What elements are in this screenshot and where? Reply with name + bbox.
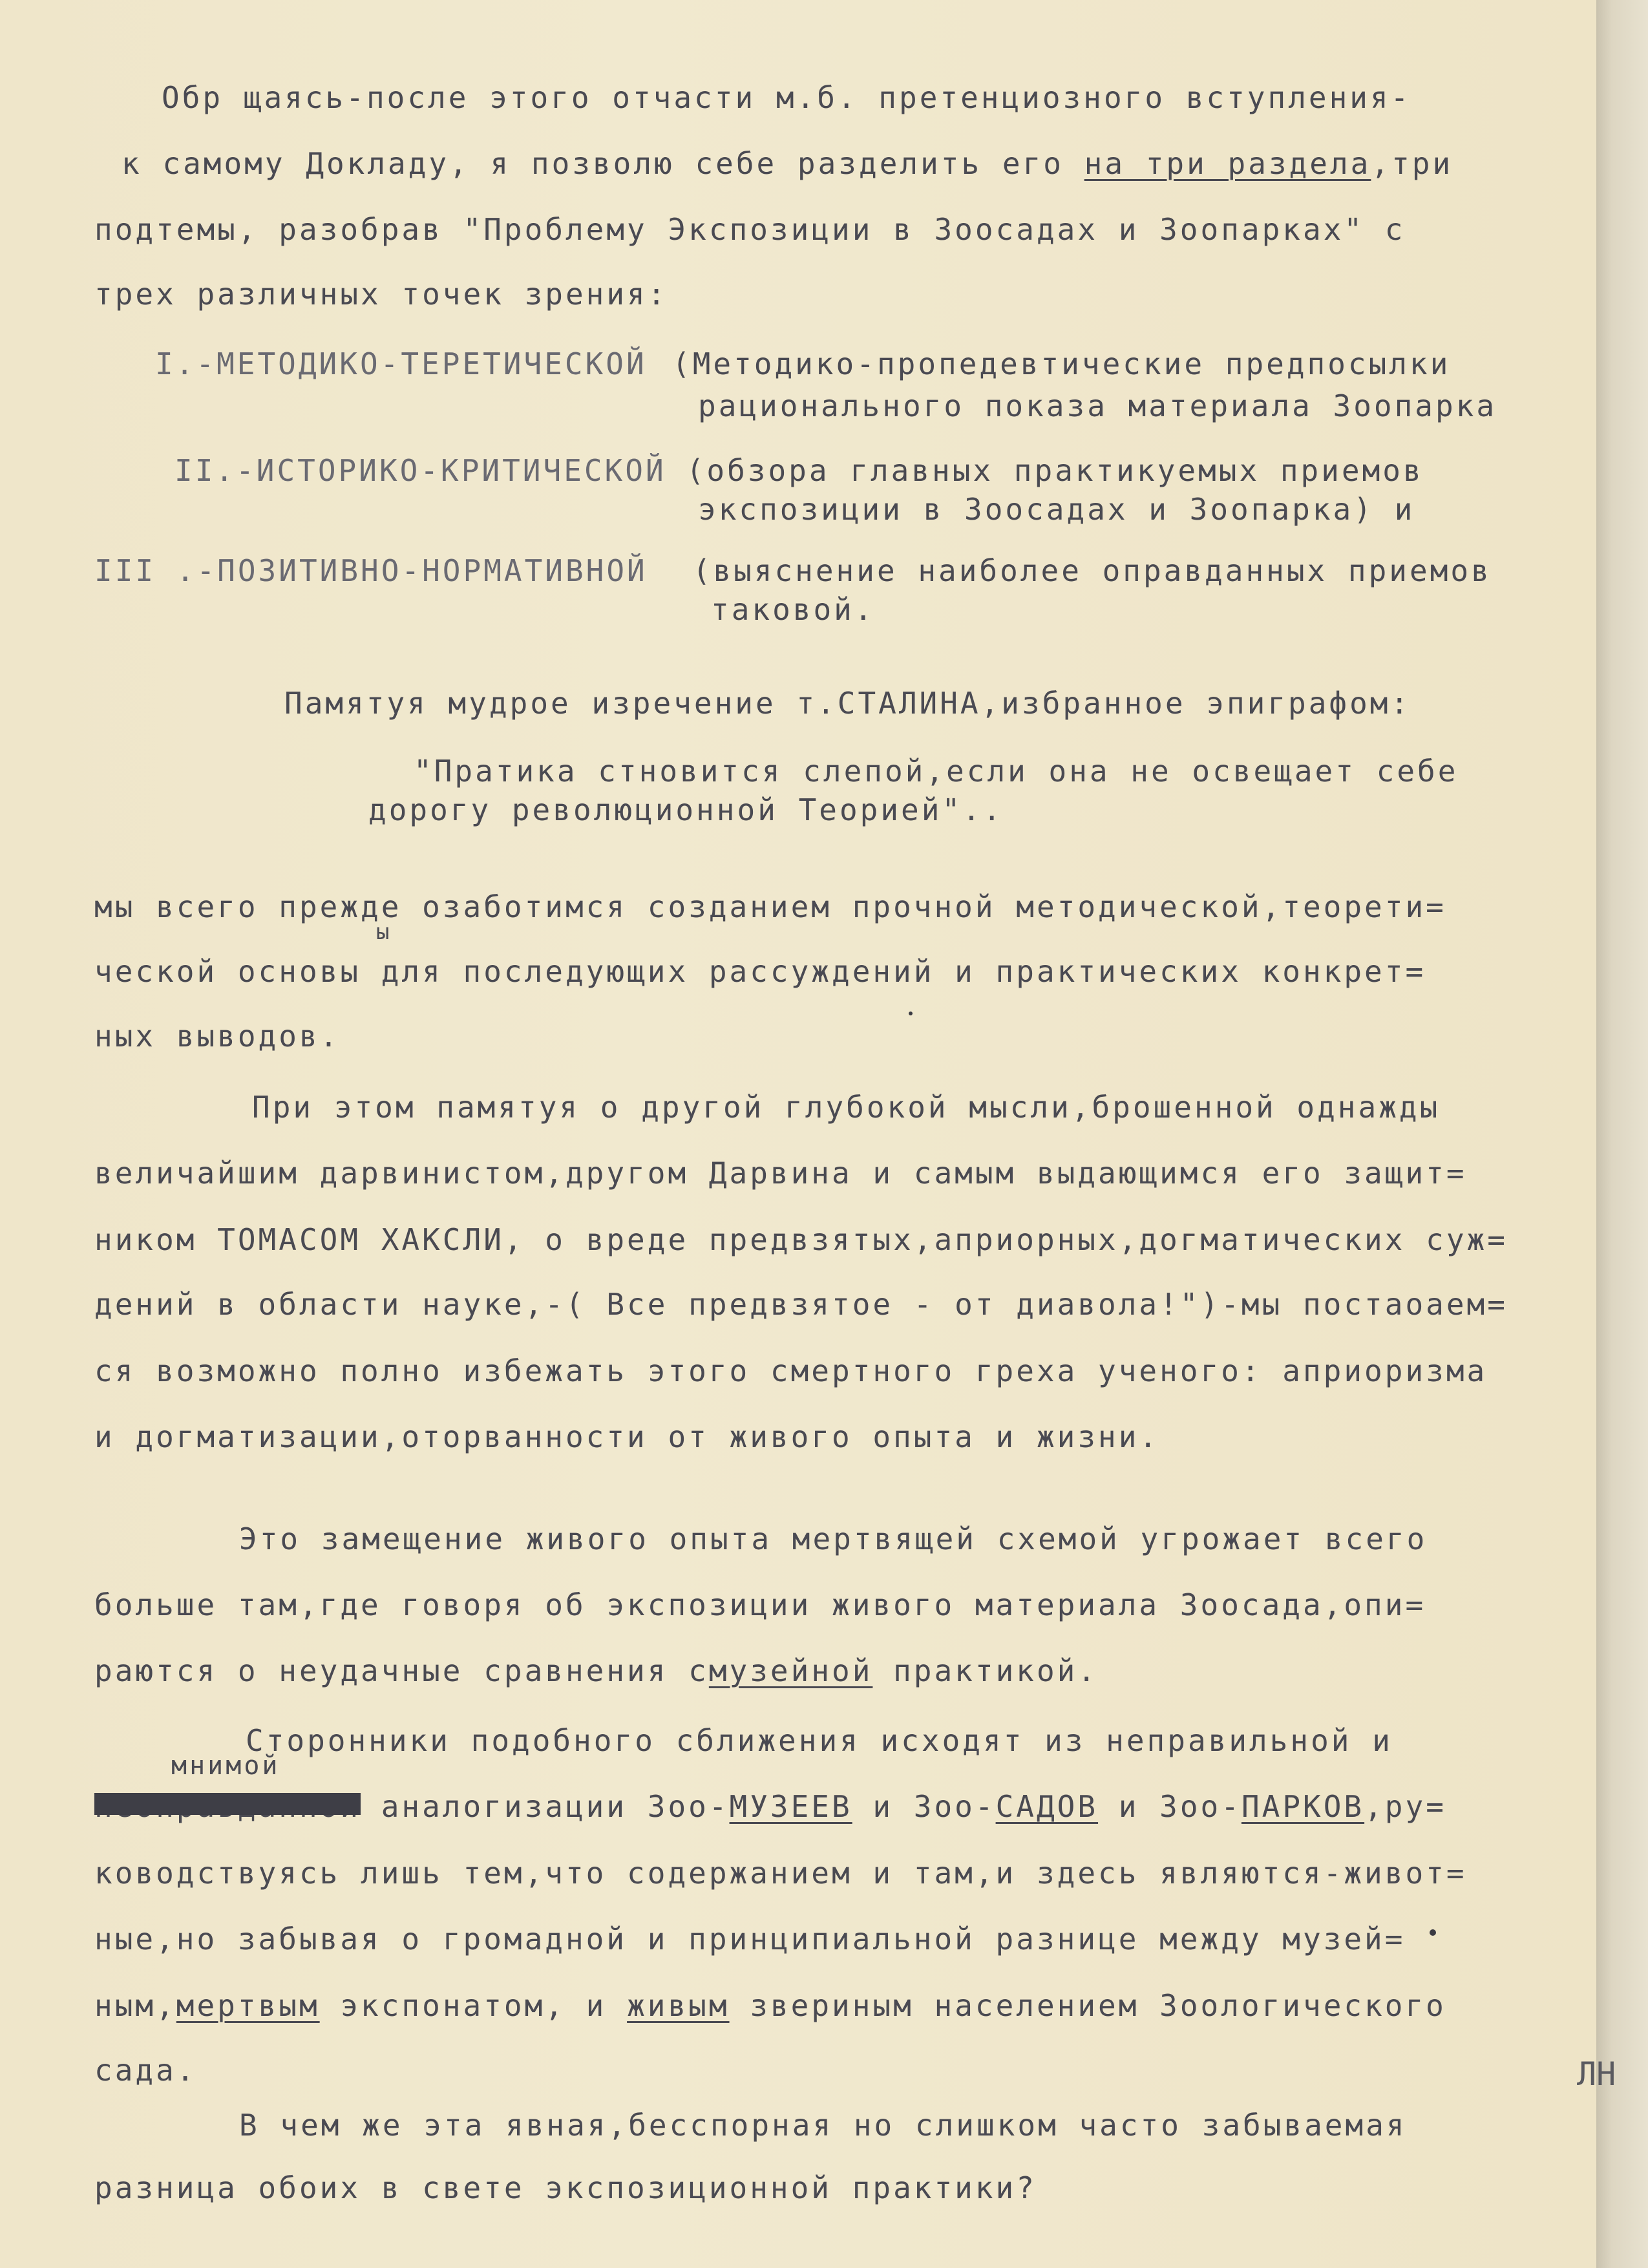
list-item-label: I.-МЕТОДИКО-ТЕРЕТИЧЕСКОЙ [155, 346, 647, 381]
text-segment: ,три [1371, 146, 1453, 181]
epigraph-quote: "Пратика стновится слепой,если она не освещает себе [414, 754, 1459, 789]
text-line [121, 146, 1453, 181]
epigraph-intro: Памятуя мудрое изречение т.СТАЛИНА,избранное эпиграфом: [284, 686, 1411, 721]
list-item-desc: (обзора главных практикуемых приемов [666, 453, 1424, 488]
text-segment: и Зоо- [1098, 1789, 1241, 1824]
text-segment: звериным населением Зоологического [729, 1988, 1446, 2023]
text-line: ные,но забывая о громадной и принципиальной разнице между музей= [94, 1922, 1406, 1956]
text-line: сада. [94, 2053, 197, 2088]
text-segment: экспонатом, и [319, 1988, 628, 2023]
list-item-desc: (выяснение наиболее оправданных приемов [672, 553, 1492, 588]
text-line: Обр щаясь-после этого отчасти м.б. претенциозного вступления- [162, 80, 1411, 115]
underlined-text: живым [627, 1988, 730, 2023]
text-segment: ным, [94, 1988, 176, 2023]
list-item-desc: (Методико-пропедевтические предпосылки [672, 346, 1451, 381]
text-segment: ,ру= [1364, 1789, 1446, 1824]
struck-word [94, 1789, 361, 1824]
underlined-text: МУЗЕЕВ [729, 1789, 852, 1824]
underlined-text: ПАРКОВ [1241, 1789, 1365, 1824]
text-segment: аналогизации Зоо- [361, 1789, 730, 1824]
text-segment: разделить его [797, 146, 1084, 181]
text-line: величайшим дарвинистом,другом Дарвина и самым выдающимся его защит= [94, 1156, 1467, 1191]
text-line: ководствуясь лишь тем,что содержанием и там,и здесь являются-живот= [94, 1856, 1467, 1891]
text-line: ческой основы для последующих рассуждений и практических конкрет= [94, 954, 1426, 989]
text-line: и догматизации,оторванности от живого опыта и жизни. [94, 1419, 1160, 1454]
text-line: больше там,где говоря об экспозиции живого материала Зоосада,опи= [94, 1587, 1426, 1622]
text-line: ных выводов. [94, 1019, 341, 1054]
underlined-text: мертвым [176, 1988, 320, 2023]
text-line: Сторонники подобного сближения исходят из неправильной и [246, 1723, 1393, 1758]
text-line [94, 1653, 1099, 1688]
text-segment: и Зоо- [852, 1789, 996, 1824]
text-line: дений в области науке,-( Все предвзятое - от диавола!")-мы постаоаем= [94, 1287, 1508, 1322]
text-line: подтемы, разобрав "Проблему Экспозиции в Зоосадах и Зоопарках" с [94, 212, 1406, 247]
text-line: ся возможно полно избежать этого смертного греха ученого: априоризма [94, 1353, 1488, 1388]
list-item-desc: таковой. [711, 592, 875, 627]
ink-speck [1430, 1929, 1436, 1936]
page-edge [1596, 0, 1648, 2268]
ink-speck [909, 1012, 913, 1015]
text-line: При этом памятуя о другой глубокой мысли,брошенной однажды [252, 1090, 1441, 1125]
strikeout-mark [94, 1793, 361, 1815]
list-item-label: III .-ПОЗИТИВНО-НОРМАТИВНОЙ [94, 553, 648, 588]
text-line: трех различных точек зрения: [94, 277, 668, 312]
text-line [94, 1988, 1446, 2023]
text-line: Это замещение живого опыта мертвящей схемой угрожает всего [239, 1521, 1428, 1556]
text-line: разница обоих в свете экспозиционной практики? [94, 2170, 1037, 2205]
text-line [94, 1789, 1446, 1824]
underlined-text: САДОВ [995, 1789, 1099, 1824]
list-item-desc: рационального показа материала Зоопарка [698, 388, 1497, 423]
list-item-label: II.-ИСТОРИКО-КРИТИЧЕСКОЙ [174, 453, 666, 488]
handwritten-insertion: мнимой [171, 1751, 280, 1781]
text-segment: раются о неудачные сравнения с [94, 1653, 709, 1688]
edge-mark: ЛН [1577, 2055, 1616, 2093]
text-segment: к самому Докладу, я позволю себе [121, 146, 798, 181]
text-line: мы всего прежде озаботимся созданием прочной методической,теорети= [94, 889, 1446, 924]
text-line: ником ТОМАСОМ ХАКСЛИ, о вреде предвзятых,априорных,догматических суж= [94, 1222, 1508, 1257]
text-segment: практикой. [893, 1653, 1099, 1688]
handwritten-correction: ы [376, 919, 392, 945]
epigraph-quote: дорогу революционной Теорией".. [368, 792, 1004, 827]
list-item-desc: экспозиции в Зоосадах и Зоопарка) и [698, 492, 1415, 527]
underlined-text: музейной [708, 1653, 873, 1688]
underlined-text: на три раздела [1084, 146, 1371, 181]
text-line: В чем же эта явная,бесспорная но слишком часто забываемая [239, 2108, 1407, 2143]
